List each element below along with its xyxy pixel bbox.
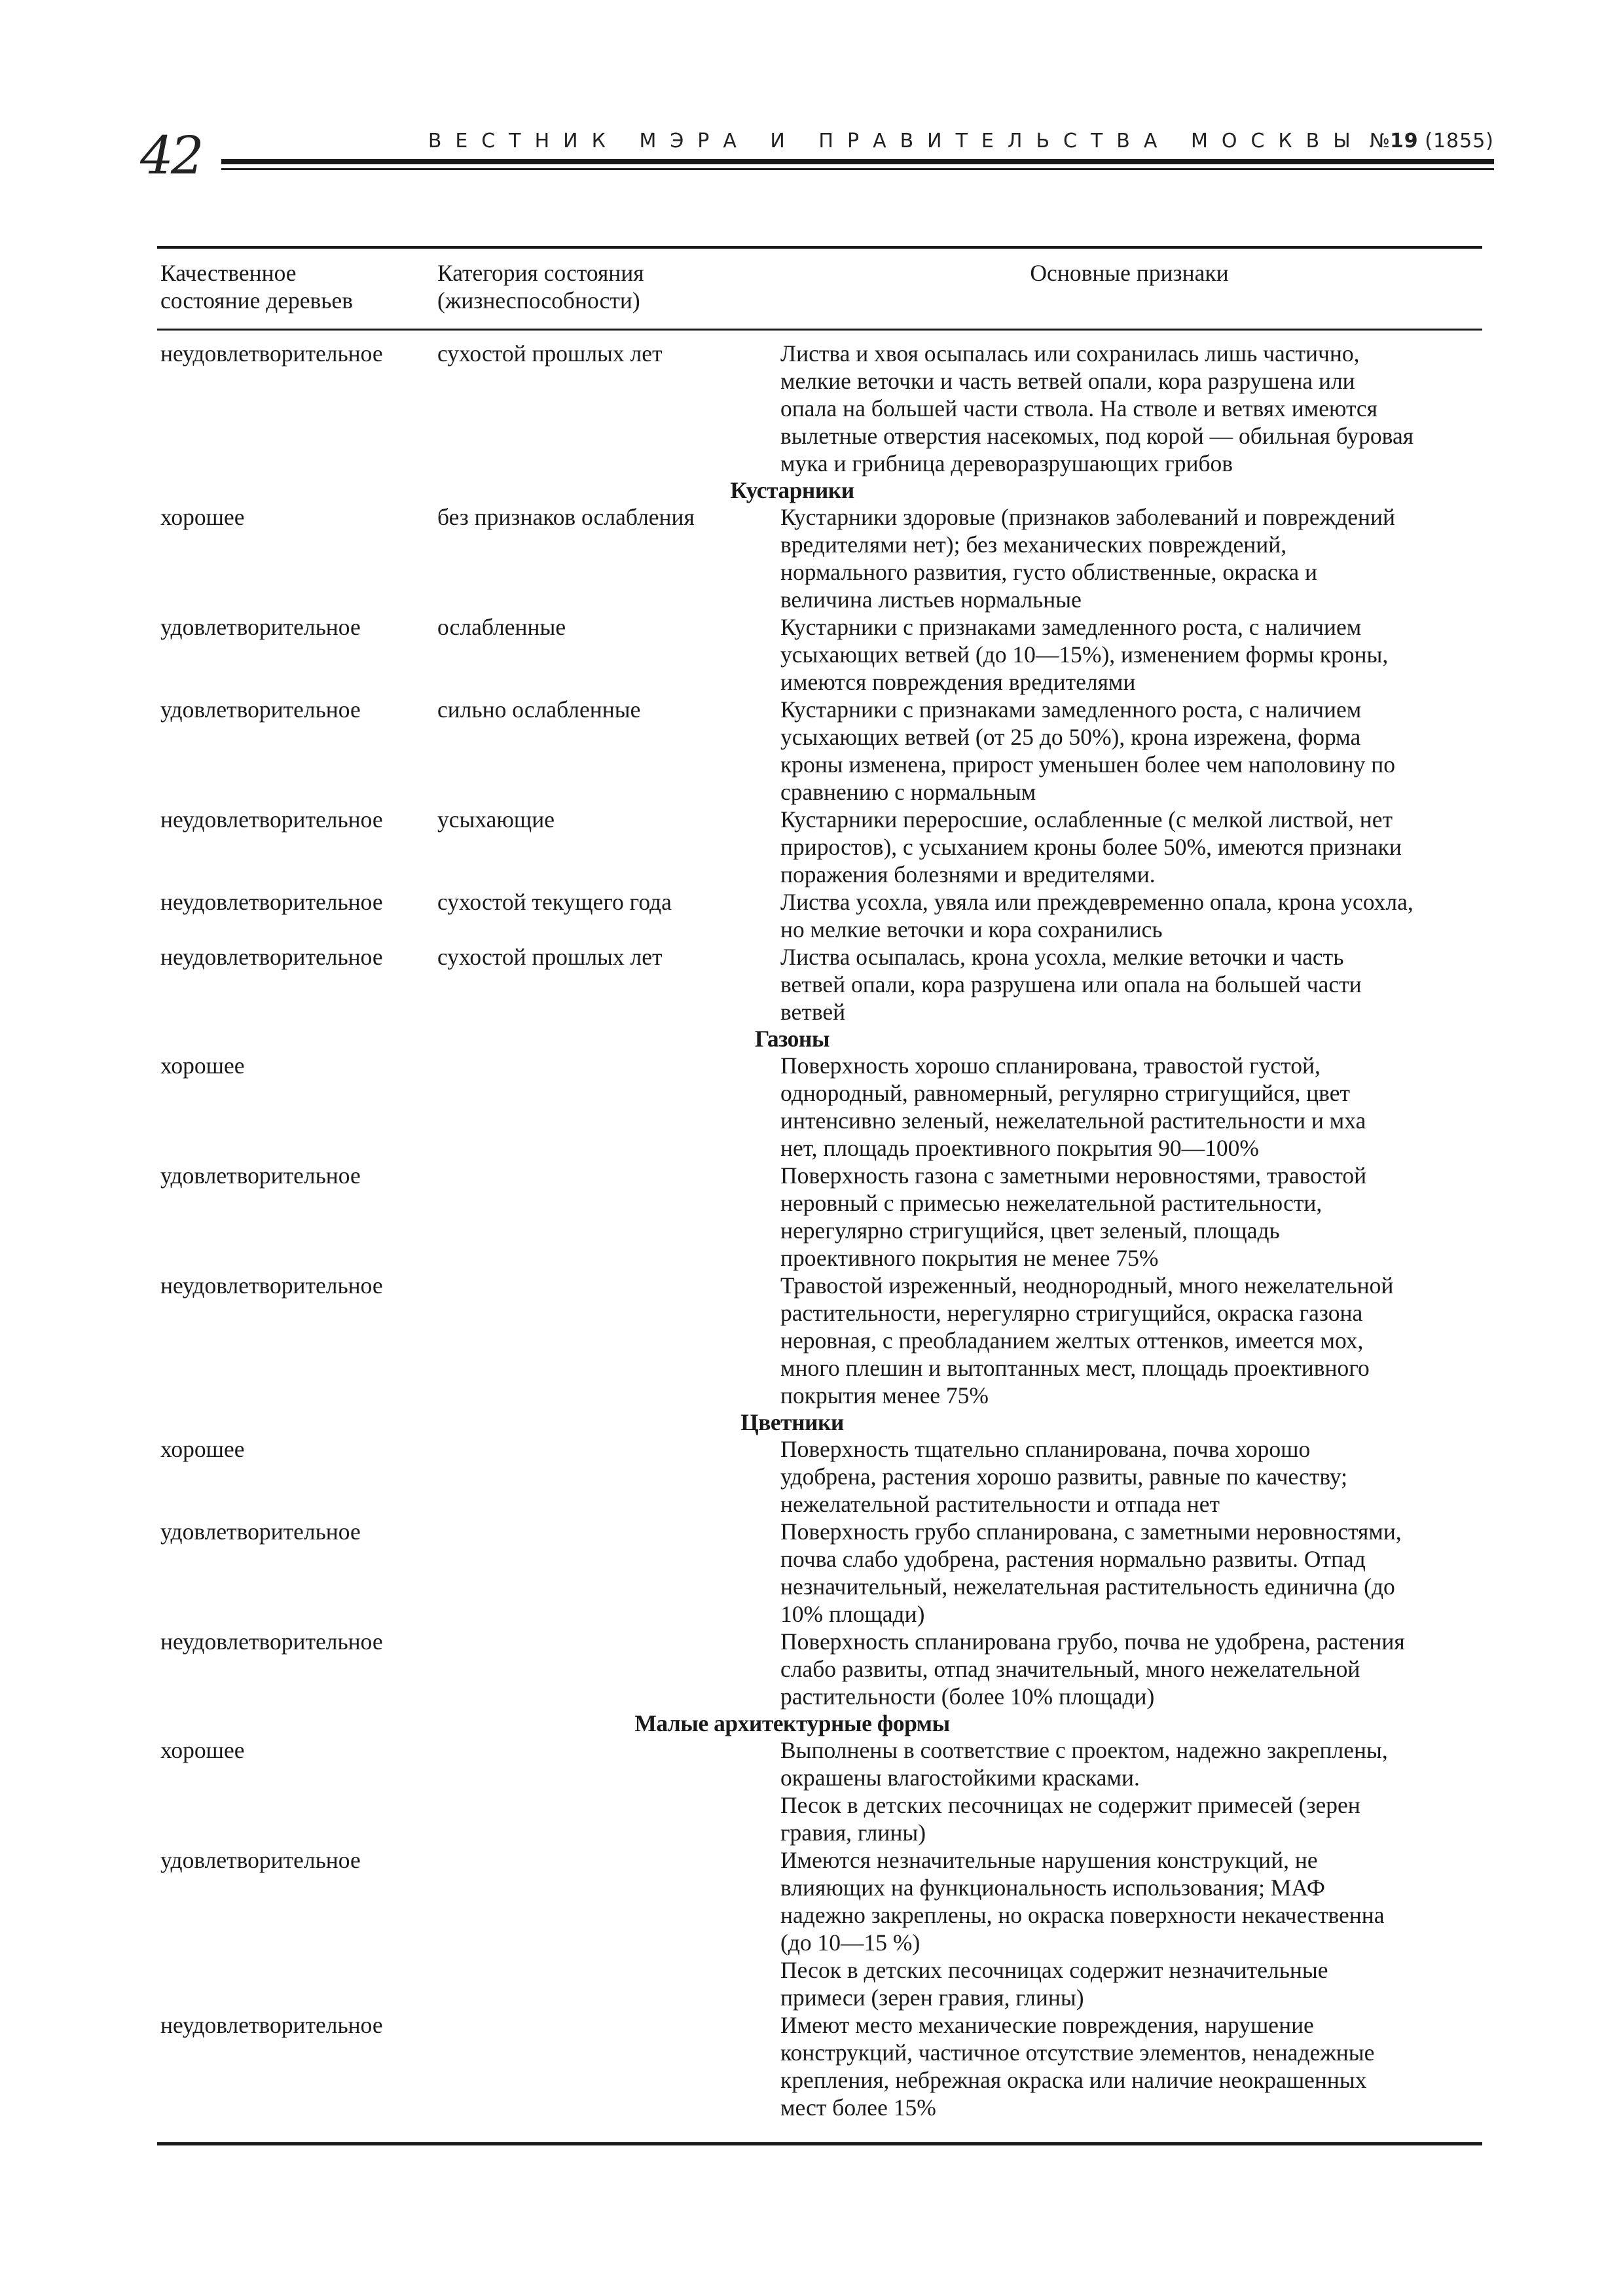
cell-signs: Поверхность хорошо спланирована, травостой густой, однородный, равномерный, регулярно стригущийся, цвет интенсивно зеленый, нежелательной растительности и мха нет, площадь проективного покрытия 90—100% — [780, 1052, 1366, 1161]
table-row — [157, 503, 1482, 613]
cell-category: сильно ослабленные — [437, 696, 641, 723]
cell-signs: Кустарники здоровые (признаков заболеваний и повреждений вредителями нет); без механических повреждений, нормального развития, густо облиственные, окраска и величина листьев нормальные — [780, 504, 1395, 613]
cell-quality: неудовлетворительное — [160, 1628, 383, 1655]
cell-signs: Выполнены в соответствие с проектом, надежно закреплены, окрашены влагостойкими красками. Песок в детских песочницах не содержит примесей (зерен гравия, глины) — [780, 1737, 1388, 1846]
cell-quality: удовлетворительное — [160, 614, 361, 640]
cell-category — [437, 1162, 780, 1272]
table-row — [157, 1628, 1482, 1710]
cell-signs: Листва осыпалась, крона усохла, мелкие веточки и часть ветвей опали, кора разрушена или опала на большей части ветвей — [780, 944, 1362, 1025]
table-row — [157, 613, 1482, 696]
cell-category — [437, 1518, 780, 1628]
section-heading: Кустарники — [730, 477, 854, 503]
cell-quality: неудовлетворительное — [160, 806, 383, 833]
cell-signs: Кустарники с признаками замедленного роста, с наличием усыхающих ветвей (до 10—15%), изменением формы кроны, имеются повреждения вредителями — [780, 614, 1389, 695]
cell-quality: удовлетворительное — [160, 1162, 361, 1189]
cell-quality: хорошее — [160, 504, 245, 530]
cell-signs: Кустарники переросшие, ослабленные (с мелкой листвой, нет приростов), с усыханием кроны более 50%, имеются признаки поражения болезнями и вредителями. — [780, 806, 1402, 888]
cell-signs: Имеются незначительные нарушения конструкций, не влияющих на функциональность использования; МАФ надежно закреплены, но окраска поверхности некачественна (до 10—15 %) Песок в детских песочницах содержит незначительные примеси (зерен гравия, глины) — [780, 1847, 1385, 2011]
table-bottom-rule — [157, 2142, 1482, 2145]
table-row — [157, 1518, 1482, 1628]
issue-year: (1855) — [1425, 130, 1494, 152]
column-header-category: Категория состояния (жизнеспособности) — [437, 260, 644, 314]
cell-category: усыхающие — [437, 806, 555, 833]
cell-quality: удовлетворительное — [160, 696, 361, 723]
cell-quality: удовлетворительное — [160, 1847, 361, 1873]
table-row — [157, 340, 1482, 477]
cell-category: без признаков ослабления — [437, 504, 695, 530]
page-number: 42 — [140, 125, 202, 186]
cell-signs: Кустарники с признаками замедленного роста, с наличием усыхающих ветвей (от 25 до 50%), крона изрежена, форма кроны изменена, прирост уменьшен более чем наполовину по сравнению с нормальным — [780, 696, 1395, 805]
cell-category — [437, 1272, 780, 1409]
table-row — [157, 2011, 1482, 2121]
cell-category: сухостой прошлых лет — [437, 340, 663, 367]
cell-category: сухостой текущего года — [437, 889, 672, 915]
cell-category — [437, 2011, 780, 2121]
condition-table — [157, 246, 1482, 2145]
column-header-quality: Качественное состояние деревьев — [160, 260, 354, 314]
section-heading: Газоны — [754, 1026, 830, 1052]
cell-category — [437, 1435, 780, 1518]
table-body — [157, 331, 1482, 2121]
table-row — [157, 888, 1482, 943]
publication-title: ВЕСТНИК МЭРА И ПРАВИТЕЛЬСТВА МОСКВЫ — [428, 130, 1364, 152]
cell-category: сухостой прошлых лет — [437, 944, 663, 970]
cell-signs: Поверхность грубо спланирована, с заметными неровностями, почва слабо удобрена, растения нормально развиты. Отпад незначительный, нежелательная растительность единична (до 10% площади) — [780, 1518, 1402, 1627]
table-row — [157, 943, 1482, 1026]
cell-category: ослабленные — [437, 614, 566, 640]
cell-signs: Поверхность тщательно спланирована, почва хорошо удобрена, растения хорошо развиты, равные по качеству; нежелательной растительности и отпада нет — [780, 1436, 1348, 1517]
table-row — [157, 1162, 1482, 1272]
table-row — [157, 806, 1482, 888]
issue-number: 19 — [1389, 130, 1419, 152]
section-heading: Малые архитектурные формы — [634, 1710, 950, 1736]
column-header-signs: Основные признаки — [1030, 260, 1229, 286]
cell-quality: хорошее — [160, 1052, 245, 1079]
cell-quality: неудовлетворительное — [160, 889, 383, 915]
cell-signs: Листва усохла, увяла или преждевременно опала, крона усохла, но мелкие веточки и кора сохранились — [780, 889, 1413, 942]
header-rule-thin — [221, 168, 1494, 170]
table-row — [157, 1272, 1482, 1409]
section-heading: Цветники — [740, 1409, 844, 1435]
cell-quality: неудовлетворительное — [160, 2012, 383, 2038]
cell-quality: хорошее — [160, 1737, 245, 1763]
table-row — [157, 696, 1482, 806]
cell-signs: Травостой изреженный, неоднородный, много нежелательной растительности, нерегулярно стригущийся, окраска газона неровная, с преобладанием желтых оттенков, имеется мох, много плешин и вытоптанных мест, площадь проективного покрытия менее 75% — [780, 1272, 1394, 1408]
table-header — [157, 249, 1482, 331]
table-row — [157, 1736, 1482, 1846]
cell-quality: неудовлетворительное — [160, 340, 383, 367]
table-row — [157, 1052, 1482, 1162]
cell-signs: Поверхность спланирована грубо, почва не удобрена, растения слабо развиты, отпад значительный, много нежелательной растительности (более 10% площади) — [780, 1628, 1405, 1710]
cell-category — [437, 1052, 780, 1162]
cell-category — [437, 1736, 780, 1846]
cell-quality: удовлетворительное — [160, 1518, 361, 1545]
issue-label: № — [1369, 130, 1390, 152]
masthead — [426, 128, 1494, 154]
cell-signs: Поверхность газона с заметными неровностями, травостой неровный с примесью нежелательной растительности, нерегулярно стригущийся, цвет зеленый, площадь проективного покрытия не менее 75% — [780, 1162, 1367, 1271]
cell-quality: неудовлетворительное — [160, 1272, 383, 1299]
header-rule-thick — [221, 159, 1494, 164]
table-row — [157, 1435, 1482, 1518]
cell-quality: неудовлетворительное — [160, 944, 383, 970]
cell-quality: хорошее — [160, 1436, 245, 1462]
cell-signs: Имеют место механические повреждения, нарушение конструкций, частичное отсутствие элементов, ненадежные крепления, небрежная окраска или наличие неокрашенных мест более 15% — [780, 2012, 1375, 2121]
cell-category — [437, 1628, 780, 1710]
cell-signs: Листва и хвоя осыпалась или сохранилась лишь частично, мелкие веточки и часть ветвей опали, кора разрушена или опала на большей части ствола. На стволе и ветвях имеются вылетные отверстия насекомых, под корой — обильная буровая мука и грибница дереворазрушающих грибов — [780, 340, 1414, 476]
cell-category — [437, 1846, 780, 2011]
table-row — [157, 1846, 1482, 2011]
